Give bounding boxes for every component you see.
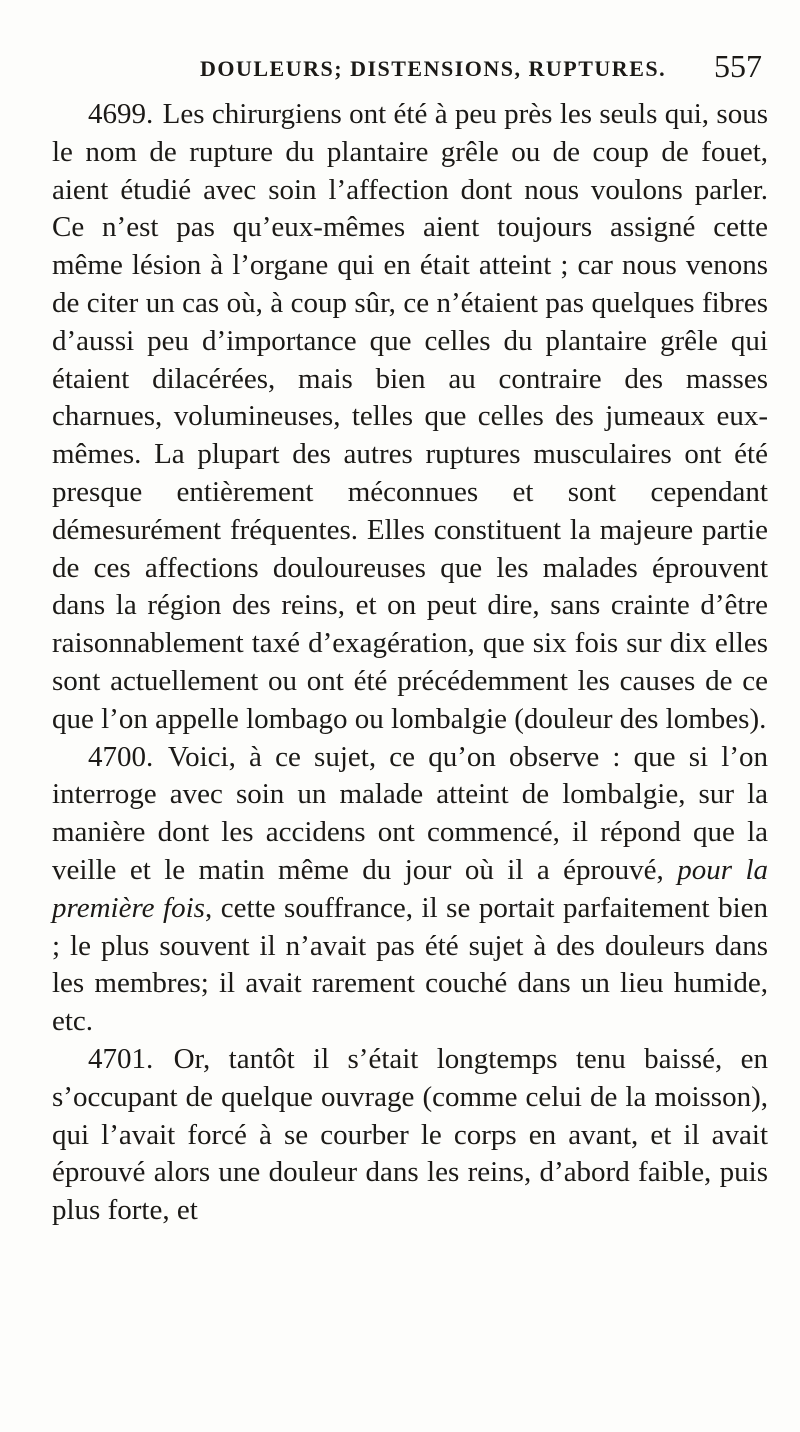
paragraph-4699: [52, 96, 768, 739]
paragraph-4701: [52, 1041, 768, 1230]
italic-emphasis: pour la première fois: [52, 853, 769, 924]
paragraph-number: 4699.: [88, 98, 154, 130]
running-head: [0, 48, 800, 88]
page-number: 557: [714, 48, 762, 84]
paragraph-text: Voici, à ce sujet, ce qu’on observe : que si l’on interroge avec soin un malade atteint de lombalgie, sur la manière dont les accidens ont commencé, il répond que la veille et le matin même du jour où il a éprouvé,: [52, 740, 768, 886]
paragraph-text: Les chirurgiens ont été à peu près les seuls qui, sous le nom de rupture du plantaire grêle ou de coup de fouet, aient étudié avec soin l’affection dont nous voulons parler. Ce n’est pas qu’eux-mêmes aient toujours assigné cette même lésion à l’organe qui en était atteint ; car nous venons de citer un cas où, à coup sûr, ce n’étaient pas quelques fibres d’aussi peu d’importance que celles du plantaire grêle qui étaient dilacérées, mais bien au contraire des masses charnues, volumineuses, telles que celles des jumeaux eux-mêmes. La plupart des autres ruptures musculaires ont été presque entièrement méconnues et sont cependant démesurément fréquentes. Elles constituent la majeure partie de ces affections douloureuses que les malades éprouvent dans la région des reins, et on peut dire, sans crainte d’être raisonnablement taxé d’exagération, que six fois sur dix elles sont actuellement ou ont été précédemment les causes de ce que l’on appelle lombago ou lombalgie (douleur des lombes).: [52, 98, 768, 735]
body-text: [52, 96, 768, 1230]
paragraph-4700: [52, 739, 768, 1041]
paragraph-text-continued: , cette souffrance, il se portait parfaitement bien ; le plus souvent il n’avait pas été sujet à des douleurs dans les membres; il avait rarement couché dans un lieu humide, etc.: [52, 891, 769, 1038]
paragraph-text: Or, tantôt il s’était longtemps tenu baissé, en s’occupant de quelque ouvrage (comme celui de la moisson), qui l’avait forcé à se courber le corps en avant, et il avait éprouvé alors une douleur dans les reins, d’abord faible, puis plus forte, et: [52, 1042, 768, 1227]
running-title: DOULEURS; DISTENSIONS, RUPTURES.: [200, 56, 667, 81]
paragraph-number: 4700.: [88, 740, 154, 773]
paragraph-number: 4701.: [88, 1042, 154, 1075]
